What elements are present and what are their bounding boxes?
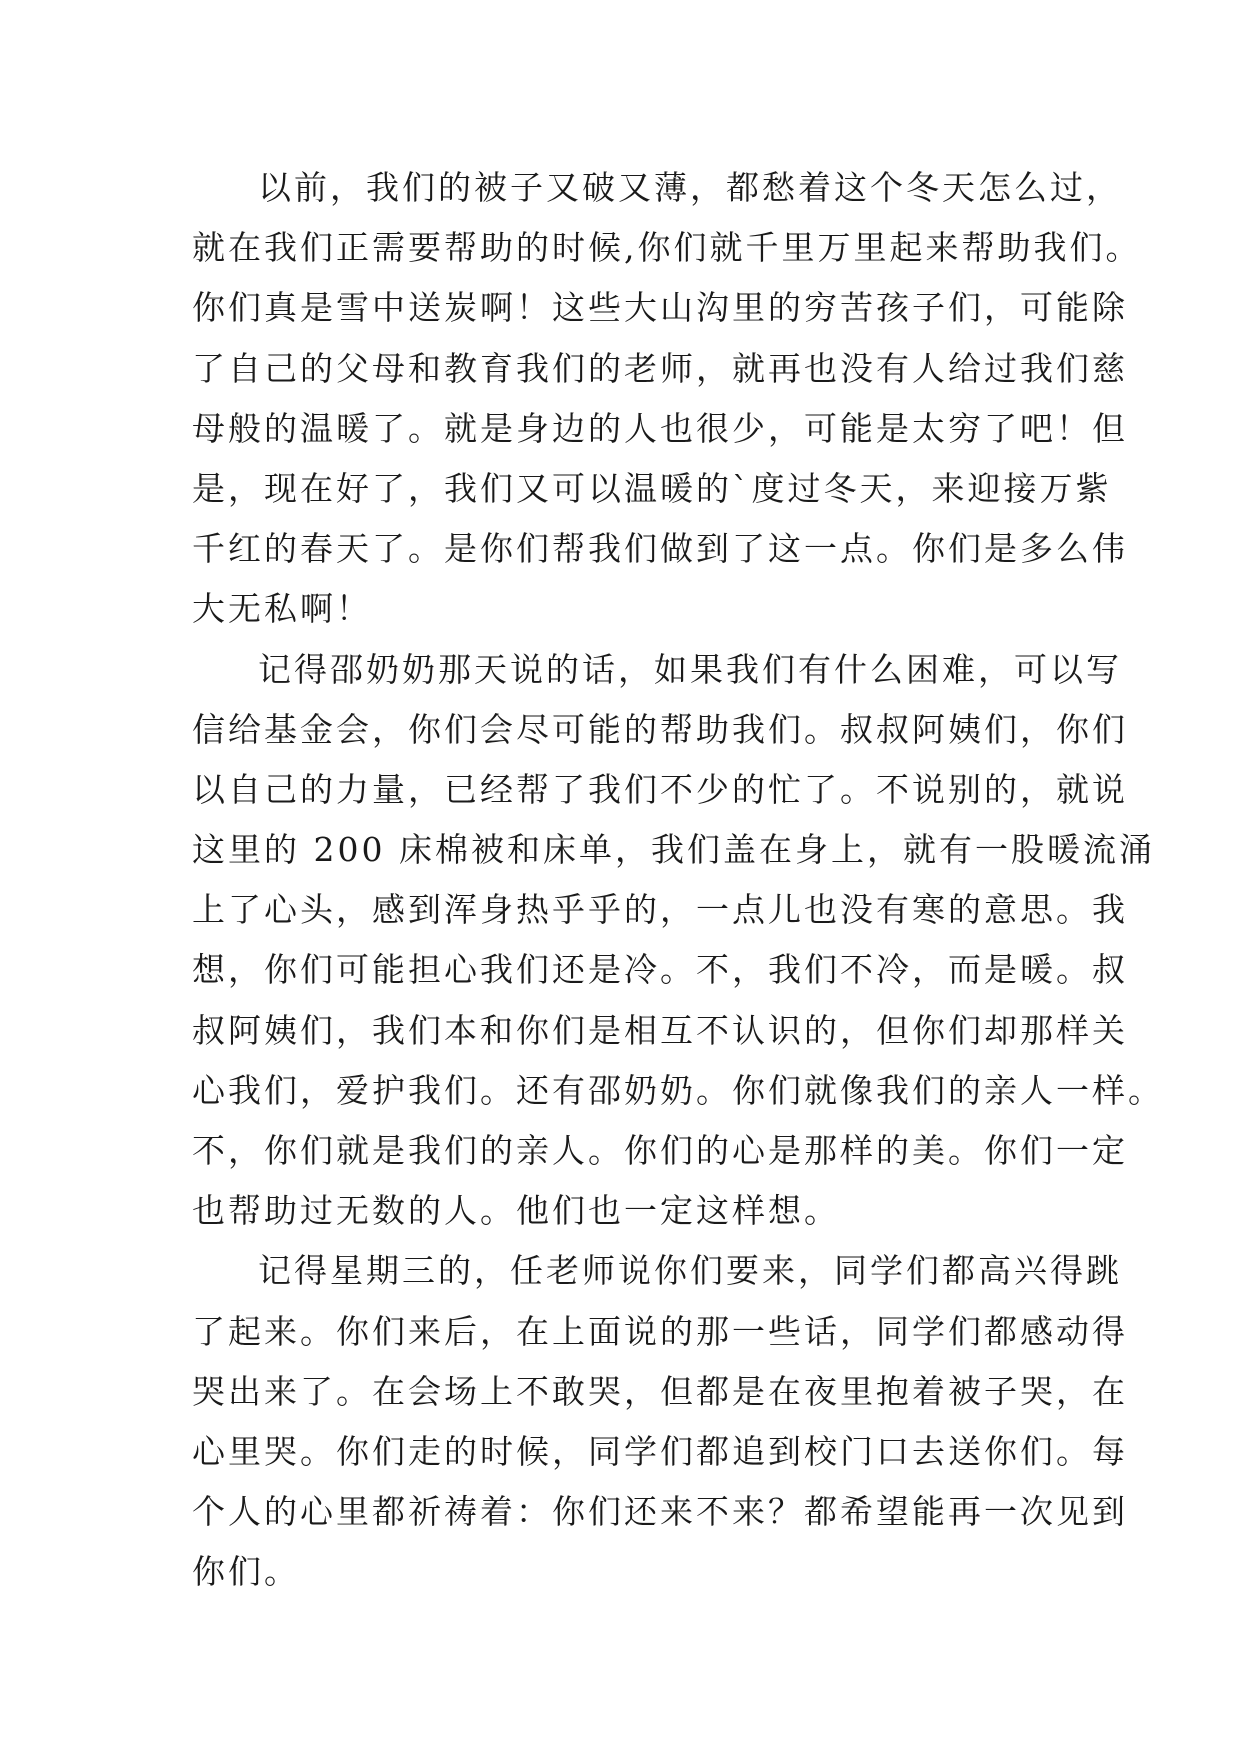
paragraph (192, 640, 1164, 1242)
text-line: 记得邵奶奶那天说的话，如果我们有什么困难，可以写 (258, 649, 1122, 689)
text-line: 上了心头，感到浑身热乎乎的，一点儿也没有寒的意思。我 (192, 890, 1128, 930)
text-line: 以自己的力量，已经帮了我们不少的忙了。不说别的，就说 (192, 769, 1128, 809)
text-line: 了起来。你们来后，在上面说的那一些话，同学们都感动得 (192, 1311, 1128, 1351)
text-line: 心我们，爱护我们。还有邵奶奶。你们就像我们的亲人一样。 (192, 1070, 1164, 1110)
text-line: 叔阿姨们，我们本和你们是相互不认识的，但你们却那样关 (192, 1010, 1128, 1050)
text-line: 是，现在好了，我们又可以温暖的`度过冬天，来迎接万紫 (192, 468, 1112, 508)
text-line: 你们。 (192, 1552, 300, 1592)
text-line: 记得星期三的，任老师说你们要来，同学们都高兴得跳 (258, 1251, 1122, 1291)
paragraph (192, 1241, 1128, 1602)
text-line: 大无私啊！ (192, 589, 372, 629)
text-line: 信给基金会，你们会尽可能的帮助我们。叔叔阿姨们，你们 (192, 709, 1128, 749)
text-line: 了自己的父母和教育我们的老师，就再也没有人给过我们慈 (192, 348, 1128, 388)
text-line: 你们真是雪中送炭啊！这些大山沟里的穷苦孩子们，可能除 (192, 288, 1128, 328)
text-line: 不，你们就是我们的亲人。你们的心是那样的美。你们一定 (192, 1131, 1128, 1170)
text-line: 想，你们可能担心我们还是冷。不，我们不冷，而是暖。叔 (192, 950, 1128, 990)
paragraph (192, 158, 1142, 640)
text-line: 千红的春天了。是你们帮我们做到了这一点。你们是多么伟 (192, 529, 1128, 569)
text-line: 哭出来了。在会场上不敢哭，但都是在夜里抱着被子哭，在 (192, 1371, 1128, 1411)
text-line: 个人的心里都祈祷着：你们还来不来？都希望能再一次见到 (192, 1492, 1128, 1532)
text-line: 以前，我们的被子又破又薄，都愁着这个冬天怎么过， (258, 168, 1122, 207)
text-line: 这里的 200 床棉被和床单，我们盖在身上，就有一股暖流涌 (192, 830, 1155, 870)
text-line: 母般的温暖了。就是身边的人也很少，可能是太穷了吧！但 (192, 408, 1128, 448)
text-line: 心里哭。你们走的时候，同学们都追到校门口去送你们。每 (192, 1431, 1128, 1471)
text-line: 就在我们正需要帮助的时候,你们就千里万里起来帮助我们。 (192, 228, 1142, 268)
document-body (192, 158, 1164, 1603)
text-line: 也帮助过无数的人。他们也一定这样想。 (192, 1191, 840, 1231)
